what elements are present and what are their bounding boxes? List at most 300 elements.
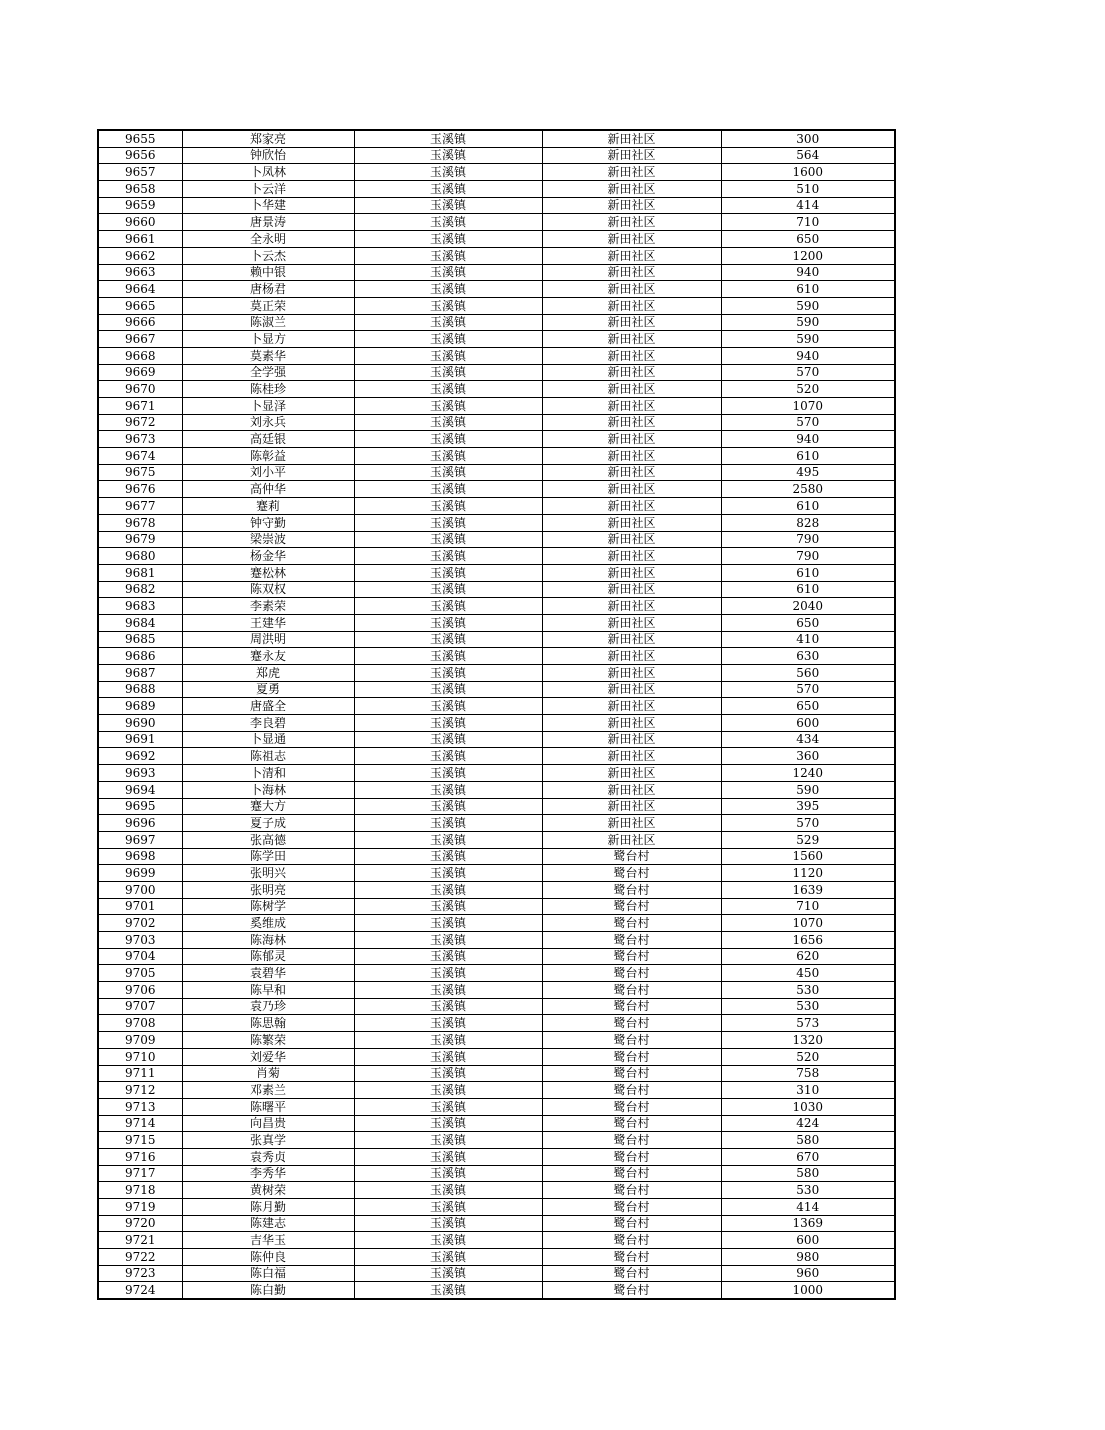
row-number-cell: 9716 (98, 1148, 182, 1165)
community-cell: 新田社区 (542, 665, 721, 682)
town-cell: 玉溪镇 (354, 1249, 542, 1266)
name-cell: 陈白福 (182, 1265, 354, 1282)
amount-cell: 564 (721, 147, 895, 164)
name-cell: 陈曙平 (182, 1098, 354, 1115)
amount-cell: 1030 (721, 1098, 895, 1115)
amount-cell: 1600 (721, 164, 895, 181)
amount-cell: 610 (721, 564, 895, 581)
town-cell: 玉溪镇 (354, 798, 542, 815)
name-cell: 杨金华 (182, 548, 354, 565)
amount-cell: 1000 (721, 1282, 895, 1299)
community-cell: 新田社区 (542, 181, 721, 198)
table-row (98, 231, 895, 248)
community-cell: 鹭台村 (542, 982, 721, 999)
name-cell: 陈树学 (182, 898, 354, 915)
town-cell: 玉溪镇 (354, 898, 542, 915)
community-cell: 新田社区 (542, 281, 721, 298)
town-cell: 玉溪镇 (354, 831, 542, 848)
name-cell: 赖中银 (182, 264, 354, 281)
table-row (98, 1182, 895, 1199)
row-number-cell: 9658 (98, 181, 182, 198)
name-cell: 李素荣 (182, 598, 354, 615)
name-cell: 钟欣怡 (182, 147, 354, 164)
town-cell: 玉溪镇 (354, 164, 542, 181)
amount-cell: 2580 (721, 481, 895, 498)
community-cell: 鹭台村 (542, 848, 721, 865)
town-cell: 玉溪镇 (354, 231, 542, 248)
name-cell: 陈早和 (182, 982, 354, 999)
community-cell: 新田社区 (542, 364, 721, 381)
table-row (98, 398, 895, 415)
table-row (98, 297, 895, 314)
row-number-cell: 9694 (98, 781, 182, 798)
name-cell: 郑家亮 (182, 130, 354, 147)
table-row (98, 1065, 895, 1082)
town-cell: 玉溪镇 (354, 1232, 542, 1249)
name-cell: 莫素华 (182, 347, 354, 364)
amount-cell: 590 (721, 331, 895, 348)
community-cell: 新田社区 (542, 765, 721, 782)
table-row (98, 915, 895, 932)
name-cell: 肖菊 (182, 1065, 354, 1082)
name-cell: 卜云洋 (182, 181, 354, 198)
table-row (98, 147, 895, 164)
amount-cell: 570 (721, 414, 895, 431)
community-cell: 新田社区 (542, 481, 721, 498)
town-cell: 玉溪镇 (354, 1199, 542, 1216)
row-number-cell: 9702 (98, 915, 182, 932)
name-cell: 陈淑兰 (182, 314, 354, 331)
table-row (98, 548, 895, 565)
amount-cell: 520 (721, 381, 895, 398)
community-cell: 新田社区 (542, 448, 721, 465)
table-row (98, 347, 895, 364)
name-cell: 卜显方 (182, 331, 354, 348)
amount-cell: 2040 (721, 598, 895, 615)
amount-cell: 414 (721, 197, 895, 214)
town-cell: 玉溪镇 (354, 881, 542, 898)
table-row (98, 731, 895, 748)
town-cell: 玉溪镇 (354, 1082, 542, 1099)
table-row (98, 631, 895, 648)
amount-cell: 1200 (721, 247, 895, 264)
amount-cell: 560 (721, 665, 895, 682)
community-cell: 新田社区 (542, 715, 721, 732)
table-row (98, 381, 895, 398)
amount-cell: 530 (721, 1182, 895, 1199)
row-number-cell: 9705 (98, 965, 182, 982)
amount-cell: 620 (721, 948, 895, 965)
name-cell: 张真学 (182, 1132, 354, 1149)
community-cell: 新田社区 (542, 731, 721, 748)
table-row (98, 1148, 895, 1165)
table-row (98, 130, 895, 147)
table-row (98, 898, 895, 915)
town-cell: 玉溪镇 (354, 932, 542, 949)
table-body (98, 130, 895, 1299)
town-cell: 玉溪镇 (354, 1132, 542, 1149)
community-cell: 鹭台村 (542, 1232, 721, 1249)
town-cell: 玉溪镇 (354, 1015, 542, 1032)
community-cell: 新田社区 (542, 531, 721, 548)
table-row (98, 431, 895, 448)
town-cell: 玉溪镇 (354, 464, 542, 481)
row-number-cell: 9687 (98, 665, 182, 682)
name-cell: 邓素兰 (182, 1082, 354, 1099)
town-cell: 玉溪镇 (354, 281, 542, 298)
amount-cell: 710 (721, 214, 895, 231)
town-cell: 玉溪镇 (354, 247, 542, 264)
name-cell: 郑虎 (182, 665, 354, 682)
community-cell: 鹭台村 (542, 1148, 721, 1165)
name-cell: 蹇莉 (182, 498, 354, 515)
community-cell: 新田社区 (542, 648, 721, 665)
table-row (98, 1132, 895, 1149)
row-number-cell: 9700 (98, 881, 182, 898)
community-cell: 新田社区 (542, 398, 721, 415)
town-cell: 玉溪镇 (354, 1182, 542, 1199)
name-cell: 唐景涛 (182, 214, 354, 231)
row-number-cell: 9722 (98, 1249, 182, 1266)
table-row (98, 1048, 895, 1065)
table-row (98, 164, 895, 181)
community-cell: 鹭台村 (542, 1215, 721, 1232)
name-cell: 张明亮 (182, 881, 354, 898)
name-cell: 蹇大方 (182, 798, 354, 815)
amount-cell: 450 (721, 965, 895, 982)
town-cell: 玉溪镇 (354, 314, 542, 331)
row-number-cell: 9659 (98, 197, 182, 214)
table-row (98, 1015, 895, 1032)
town-cell: 玉溪镇 (354, 448, 542, 465)
amount-cell: 510 (721, 181, 895, 198)
amount-cell: 1070 (721, 915, 895, 932)
name-cell: 陈学田 (182, 848, 354, 865)
table-row (98, 1265, 895, 1282)
row-number-cell: 9674 (98, 448, 182, 465)
row-number-cell: 9691 (98, 731, 182, 748)
name-cell: 陈思翰 (182, 1015, 354, 1032)
table-row (98, 481, 895, 498)
row-number-cell: 9721 (98, 1232, 182, 1249)
amount-cell: 610 (721, 581, 895, 598)
table-row (98, 948, 895, 965)
row-number-cell: 9662 (98, 247, 182, 264)
row-number-cell: 9670 (98, 381, 182, 398)
amount-cell: 590 (721, 314, 895, 331)
name-cell: 黄树荣 (182, 1182, 354, 1199)
community-cell: 新田社区 (542, 264, 721, 281)
community-cell: 鹭台村 (542, 1282, 721, 1299)
table-row (98, 881, 895, 898)
row-number-cell: 9688 (98, 681, 182, 698)
community-cell: 鹭台村 (542, 1199, 721, 1216)
row-number-cell: 9661 (98, 231, 182, 248)
amount-cell: 960 (721, 1265, 895, 1282)
row-number-cell: 9710 (98, 1048, 182, 1065)
name-cell: 高廷银 (182, 431, 354, 448)
amount-cell: 1369 (721, 1215, 895, 1232)
community-cell: 新田社区 (542, 514, 721, 531)
table-row (98, 715, 895, 732)
name-cell: 李良碧 (182, 715, 354, 732)
town-cell: 玉溪镇 (354, 147, 542, 164)
table-row (98, 498, 895, 515)
community-cell: 鹭台村 (542, 1048, 721, 1065)
town-cell: 玉溪镇 (354, 481, 542, 498)
table-row (98, 264, 895, 281)
name-cell: 张明兴 (182, 865, 354, 882)
community-cell: 新田社区 (542, 548, 721, 565)
community-cell: 新田社区 (542, 581, 721, 598)
amount-cell: 410 (721, 631, 895, 648)
name-cell: 陈双权 (182, 581, 354, 598)
name-cell: 陈桂珍 (182, 381, 354, 398)
table-row (98, 181, 895, 198)
row-number-cell: 9669 (98, 364, 182, 381)
town-cell: 玉溪镇 (354, 715, 542, 732)
row-number-cell: 9719 (98, 1199, 182, 1216)
row-number-cell: 9707 (98, 998, 182, 1015)
amount-cell: 570 (721, 815, 895, 832)
name-cell: 莫正荣 (182, 297, 354, 314)
name-cell: 陈白勤 (182, 1282, 354, 1299)
name-cell: 梁崇波 (182, 531, 354, 548)
amount-cell: 434 (721, 731, 895, 748)
row-number-cell: 9704 (98, 948, 182, 965)
table-row (98, 765, 895, 782)
amount-cell: 580 (721, 1165, 895, 1182)
name-cell: 袁碧华 (182, 965, 354, 982)
row-number-cell: 9695 (98, 798, 182, 815)
community-cell: 鹭台村 (542, 1015, 721, 1032)
town-cell: 玉溪镇 (354, 765, 542, 782)
name-cell: 刘永兵 (182, 414, 354, 431)
town-cell: 玉溪镇 (354, 514, 542, 531)
amount-cell: 300 (721, 130, 895, 147)
row-number-cell: 9718 (98, 1182, 182, 1199)
row-number-cell: 9677 (98, 498, 182, 515)
table-row (98, 1032, 895, 1049)
community-cell: 新田社区 (542, 748, 721, 765)
community-cell: 新田社区 (542, 331, 721, 348)
community-cell: 鹭台村 (542, 1115, 721, 1132)
amount-cell: 1070 (721, 398, 895, 415)
table-row (98, 1232, 895, 1249)
row-number-cell: 9711 (98, 1065, 182, 1082)
community-cell: 新田社区 (542, 464, 721, 481)
table-row (98, 681, 895, 698)
name-cell: 卜清和 (182, 765, 354, 782)
town-cell: 玉溪镇 (354, 815, 542, 832)
table-row (98, 464, 895, 481)
name-cell: 高仲华 (182, 481, 354, 498)
community-cell: 新田社区 (542, 498, 721, 515)
town-cell: 玉溪镇 (354, 1148, 542, 1165)
row-number-cell: 9706 (98, 982, 182, 999)
row-number-cell: 9671 (98, 398, 182, 415)
table-row (98, 1165, 895, 1182)
amount-cell: 570 (721, 681, 895, 698)
amount-cell: 940 (721, 431, 895, 448)
name-cell: 陈繁荣 (182, 1032, 354, 1049)
amount-cell: 495 (721, 464, 895, 481)
amount-cell: 530 (721, 998, 895, 1015)
town-cell: 玉溪镇 (354, 915, 542, 932)
amount-cell: 828 (721, 514, 895, 531)
row-number-cell: 9666 (98, 314, 182, 331)
town-cell: 玉溪镇 (354, 531, 542, 548)
name-cell: 陈月勤 (182, 1199, 354, 1216)
name-cell: 卜显通 (182, 731, 354, 748)
town-cell: 玉溪镇 (354, 381, 542, 398)
name-cell: 刘爱华 (182, 1048, 354, 1065)
community-cell: 新田社区 (542, 798, 721, 815)
town-cell: 玉溪镇 (354, 1215, 542, 1232)
amount-cell: 310 (721, 1082, 895, 1099)
name-cell: 张高德 (182, 831, 354, 848)
town-cell: 玉溪镇 (354, 498, 542, 515)
amount-cell: 758 (721, 1065, 895, 1082)
amount-cell: 940 (721, 264, 895, 281)
table-row (98, 1098, 895, 1115)
name-cell: 唐盛全 (182, 698, 354, 715)
name-cell: 吉华玉 (182, 1232, 354, 1249)
row-number-cell: 9676 (98, 481, 182, 498)
row-number-cell: 9690 (98, 715, 182, 732)
amount-cell: 710 (721, 898, 895, 915)
amount-cell: 1240 (721, 765, 895, 782)
table-row (98, 698, 895, 715)
amount-cell: 395 (721, 798, 895, 815)
amount-cell: 610 (721, 448, 895, 465)
table-row (98, 998, 895, 1015)
town-cell: 玉溪镇 (354, 414, 542, 431)
table-row (98, 648, 895, 665)
town-cell: 玉溪镇 (354, 1032, 542, 1049)
amount-cell: 530 (721, 982, 895, 999)
name-cell: 蹇永友 (182, 648, 354, 665)
row-number-cell: 9681 (98, 564, 182, 581)
community-cell: 鹭台村 (542, 898, 721, 915)
town-cell: 玉溪镇 (354, 681, 542, 698)
community-cell: 新田社区 (542, 631, 721, 648)
community-cell: 新田社区 (542, 347, 721, 364)
amount-cell: 590 (721, 781, 895, 798)
amount-cell: 630 (721, 648, 895, 665)
row-number-cell: 9696 (98, 815, 182, 832)
name-cell: 夏勇 (182, 681, 354, 698)
table-row (98, 448, 895, 465)
community-cell: 鹭台村 (542, 948, 721, 965)
community-cell: 鹭台村 (542, 932, 721, 949)
community-cell: 新田社区 (542, 147, 721, 164)
community-cell: 鹭台村 (542, 1065, 721, 1082)
community-cell: 新田社区 (542, 815, 721, 832)
community-cell: 新田社区 (542, 598, 721, 615)
town-cell: 玉溪镇 (354, 598, 542, 615)
town-cell: 玉溪镇 (354, 665, 542, 682)
name-cell: 全学强 (182, 364, 354, 381)
community-cell: 鹭台村 (542, 865, 721, 882)
name-cell: 卜显泽 (182, 398, 354, 415)
name-cell: 陈彰益 (182, 448, 354, 465)
community-cell: 新田社区 (542, 247, 721, 264)
community-cell: 新田社区 (542, 231, 721, 248)
amount-cell: 600 (721, 715, 895, 732)
community-cell: 新田社区 (542, 831, 721, 848)
town-cell: 玉溪镇 (354, 130, 542, 147)
table-row (98, 1215, 895, 1232)
town-cell: 玉溪镇 (354, 398, 542, 415)
name-cell: 陈仲良 (182, 1249, 354, 1266)
amount-cell: 414 (721, 1199, 895, 1216)
table-row (98, 1082, 895, 1099)
amount-cell: 580 (721, 1132, 895, 1149)
community-cell: 鹭台村 (542, 1265, 721, 1282)
row-number-cell: 9714 (98, 1115, 182, 1132)
town-cell: 玉溪镇 (354, 1282, 542, 1299)
name-cell: 王建华 (182, 614, 354, 631)
amount-cell: 610 (721, 281, 895, 298)
name-cell: 唐杨君 (182, 281, 354, 298)
row-number-cell: 9709 (98, 1032, 182, 1049)
community-cell: 新田社区 (542, 214, 721, 231)
community-cell: 鹭台村 (542, 915, 721, 932)
amount-cell: 650 (721, 231, 895, 248)
community-cell: 新田社区 (542, 164, 721, 181)
row-number-cell: 9713 (98, 1098, 182, 1115)
table-row (98, 665, 895, 682)
row-number-cell: 9655 (98, 130, 182, 147)
town-cell: 玉溪镇 (354, 331, 542, 348)
town-cell: 玉溪镇 (354, 965, 542, 982)
row-number-cell: 9698 (98, 848, 182, 865)
name-cell: 卜凤林 (182, 164, 354, 181)
row-number-cell: 9692 (98, 748, 182, 765)
row-number-cell: 9699 (98, 865, 182, 882)
amount-cell: 520 (721, 1048, 895, 1065)
amount-cell: 570 (721, 364, 895, 381)
row-number-cell: 9697 (98, 831, 182, 848)
town-cell: 玉溪镇 (354, 564, 542, 581)
row-number-cell: 9724 (98, 1282, 182, 1299)
row-number-cell: 9701 (98, 898, 182, 915)
community-cell: 鹭台村 (542, 1082, 721, 1099)
row-number-cell: 9660 (98, 214, 182, 231)
town-cell: 玉溪镇 (354, 731, 542, 748)
table-row (98, 932, 895, 949)
community-cell: 新田社区 (542, 698, 721, 715)
table-row (98, 815, 895, 832)
amount-cell: 529 (721, 831, 895, 848)
table-row (98, 1115, 895, 1132)
amount-cell: 590 (721, 297, 895, 314)
row-number-cell: 9667 (98, 331, 182, 348)
amount-cell: 1639 (721, 881, 895, 898)
community-cell: 新田社区 (542, 431, 721, 448)
table-row (98, 197, 895, 214)
community-cell: 新田社区 (542, 197, 721, 214)
table-row (98, 1282, 895, 1299)
amount-cell: 1120 (721, 865, 895, 882)
table-row (98, 831, 895, 848)
amount-cell: 670 (721, 1148, 895, 1165)
table-row (98, 748, 895, 765)
row-number-cell: 9686 (98, 648, 182, 665)
amount-cell: 980 (721, 1249, 895, 1266)
name-cell: 陈郁灵 (182, 948, 354, 965)
